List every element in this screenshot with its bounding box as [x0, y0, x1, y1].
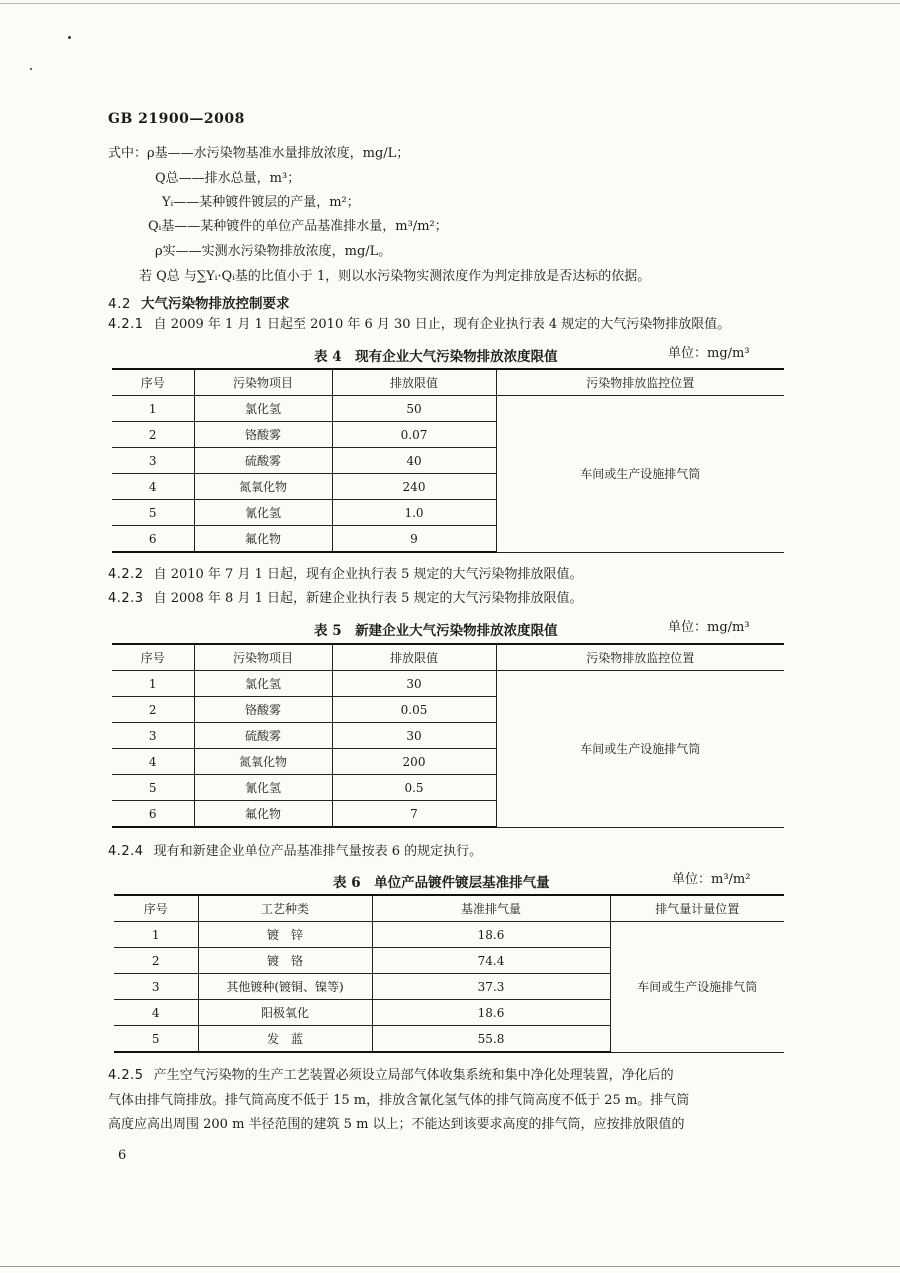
- cell: 阳极氧化: [198, 1000, 372, 1026]
- clause-number: 4.2.5: [108, 1068, 144, 1083]
- header-cell: 序号: [112, 644, 194, 671]
- clause-4-2-4: [108, 843, 482, 861]
- header-cell: 排气量计量位置: [610, 895, 784, 922]
- clause-text: 自 2010 年 7 月 1 日起，现有企业执行表 5 规定的大气污染物排放限值。: [153, 567, 583, 582]
- scan-top-edge: [0, 3, 900, 4]
- clause-number: 4.2.1: [108, 317, 144, 332]
- table5: [112, 643, 784, 828]
- cell: 1: [112, 396, 194, 422]
- cell: 6: [112, 801, 194, 828]
- clause-number: 4.2.2: [108, 567, 144, 582]
- clause-text: 现有和新建企业单位产品基准排气量按表 6 的规定执行。: [153, 844, 483, 859]
- page-number: 6: [118, 1148, 127, 1163]
- header-cell: 污染物排放监控位置: [496, 644, 784, 671]
- section-number: 4.2: [108, 296, 131, 312]
- cell: 4: [112, 749, 194, 775]
- clause-number: 4.2.3: [108, 591, 144, 606]
- cell: 55.8: [372, 1026, 610, 1053]
- cell: 3: [112, 723, 194, 749]
- table6: [114, 894, 784, 1053]
- clause-4-2-5-line-2: 气体由排气筒排放。排气筒高度不低于 15 m，排放含氰化氢气体的排气筒高度不低于 25 m。排气筒: [108, 1093, 690, 1108]
- header-cell: 排放限值: [332, 369, 496, 396]
- cell: 氯化氢: [194, 671, 332, 697]
- clause-4-2-2: [108, 566, 583, 584]
- cell: 5: [112, 500, 194, 526]
- cell: 9: [332, 526, 496, 553]
- cell: 0.07: [332, 422, 496, 448]
- header-cell: 排放限值: [332, 644, 496, 671]
- table4-caption: 表 4 现有企业大气污染物排放浓度限值: [314, 349, 558, 365]
- clause-4-2-5-line-1: [108, 1067, 674, 1085]
- cell: 氟化物: [194, 526, 332, 553]
- cell: 18.6: [372, 922, 610, 948]
- monitor-location-cell: 车间或生产设施排气筒: [496, 671, 784, 828]
- cell: 37.3: [372, 974, 610, 1000]
- table-header-row: [114, 895, 784, 922]
- table5-caption: 表 5 新建企业大气污染物排放浓度限值: [314, 623, 558, 639]
- section-4-2: [108, 292, 289, 312]
- cell: 7: [332, 801, 496, 828]
- cell: 0.05: [332, 697, 496, 723]
- cell: 1.0: [332, 500, 496, 526]
- cell: 铬酸雾: [194, 422, 332, 448]
- measure-location-cell: 车间或生产设施排气筒: [610, 922, 784, 1053]
- cell: 3: [114, 974, 198, 1000]
- cell: 74.4: [372, 948, 610, 974]
- header-cell: 污染物项目: [194, 644, 332, 671]
- header-cell: 工艺种类: [198, 895, 372, 922]
- formula-note: 若 Q总 与∑Yᵢ·Qᵢ基的比值小于 1，则以水污染物实测浓度作为判定排放是否达标的依据。: [139, 269, 651, 284]
- cell: 4: [112, 474, 194, 500]
- table4: [112, 368, 784, 553]
- table6-unit: 单位：m³/m²: [672, 872, 751, 887]
- cell: 2: [114, 948, 198, 974]
- formula-def-2: Q总——排水总量，m³；: [155, 171, 301, 186]
- section-title: 大气污染物排放控制要求: [140, 296, 290, 312]
- cell: 5: [114, 1026, 198, 1053]
- cell: 1: [112, 671, 194, 697]
- cell: 2: [112, 697, 194, 723]
- cell: 镀 锌: [198, 922, 372, 948]
- cell: 240: [332, 474, 496, 500]
- cell: 3: [112, 448, 194, 474]
- scan-bottom-edge: [0, 1266, 900, 1267]
- scan-speck: [68, 36, 71, 39]
- cell: 30: [332, 671, 496, 697]
- clause-text: 自 2008 年 8 月 1 日起，新建企业执行表 5 规定的大气污染物排放限值。: [153, 591, 583, 606]
- table6-caption: 表 6 单位产品镀件镀层基准排气量: [333, 875, 550, 891]
- clause-4-2-1: [108, 316, 730, 334]
- cell: 氰化氢: [194, 500, 332, 526]
- cell: 2: [112, 422, 194, 448]
- cell: 铬酸雾: [194, 697, 332, 723]
- clause-text: 产生空气污染物的生产工艺装置必须设立局部气体收集系统和集中净化处理装置，净化后的: [153, 1068, 674, 1083]
- table-row: [112, 671, 784, 697]
- formula-def-5: ρ实——实测水污染物排放浓度，mg/L。: [155, 244, 392, 259]
- cell: 4: [114, 1000, 198, 1026]
- cell: 6: [112, 526, 194, 553]
- clause-4-2-3: [108, 590, 583, 608]
- cell: 镀 铬: [198, 948, 372, 974]
- scan-speck: [30, 68, 32, 70]
- cell: 硫酸雾: [194, 723, 332, 749]
- cell: 氮氧化物: [194, 474, 332, 500]
- cell: 5: [112, 775, 194, 801]
- cell: 氮氧化物: [194, 749, 332, 775]
- header-cell: 序号: [112, 369, 194, 396]
- formula-def-1: 式中：ρ基——水污染物基准水量排放浓度，mg/L；: [108, 146, 410, 161]
- cell: 18.6: [372, 1000, 610, 1026]
- cell: 其他镀种(镀铜、镍等): [198, 974, 372, 1000]
- table-header-row: [112, 369, 784, 396]
- cell: 0.5: [332, 775, 496, 801]
- cell: 40: [332, 448, 496, 474]
- header-cell: 基准排气量: [372, 895, 610, 922]
- table-row: [112, 396, 784, 422]
- formula-def-3: Yᵢ——某种镀件镀层的产量，m²；: [162, 195, 360, 210]
- table-header-row: [112, 644, 784, 671]
- cell: 200: [332, 749, 496, 775]
- table5-unit: 单位：mg/m³: [668, 620, 750, 635]
- header-cell: 序号: [114, 895, 198, 922]
- cell: 发 蓝: [198, 1026, 372, 1053]
- clause-number: 4.2.4: [108, 844, 144, 859]
- formula-def-4: Qᵢ基——某种镀件的单位产品基准排水量，m³/m²；: [148, 219, 448, 234]
- cell: 50: [332, 396, 496, 422]
- cell: 1: [114, 922, 198, 948]
- clause-4-2-5-line-3: 高度应高出周围 200 m 半径范围的建筑 5 m 以上；不能达到该要求高度的排气筒，应按排放限值的: [108, 1117, 685, 1132]
- cell: 硫酸雾: [194, 448, 332, 474]
- cell: 氟化物: [194, 801, 332, 828]
- header-cell: 污染物项目: [194, 369, 332, 396]
- cell: 氯化氢: [194, 396, 332, 422]
- header-cell: 污染物排放监控位置: [496, 369, 784, 396]
- standard-code-header: GB 21900—2008: [108, 111, 245, 127]
- cell: 氰化氢: [194, 775, 332, 801]
- cell: 30: [332, 723, 496, 749]
- table4-unit: 单位：mg/m³: [668, 346, 750, 361]
- monitor-location-cell: 车间或生产设施排气筒: [496, 396, 784, 553]
- clause-text: 自 2009 年 1 月 1 日起至 2010 年 6 月 30 日止，现有企业执行表 4 规定的大气污染物排放限值。: [153, 317, 731, 332]
- table-row: [114, 922, 784, 948]
